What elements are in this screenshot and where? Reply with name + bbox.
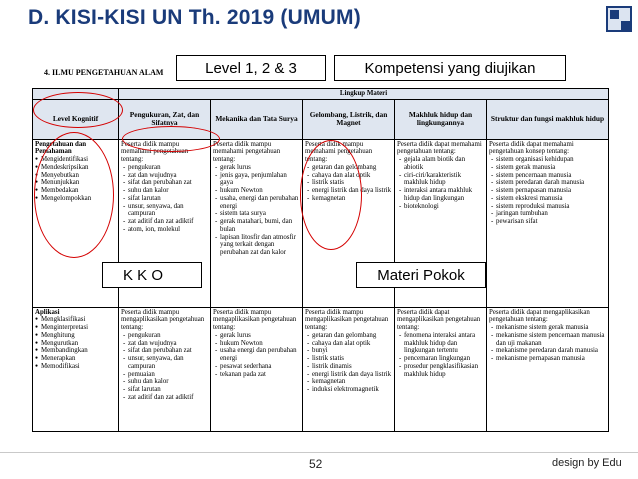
list-item: - jenis gaya, penjumlahan gaya [213,172,300,187]
list-item: - mekanisme peredaran darah manusia [489,347,606,355]
annotation-kko: K K O [102,262,202,288]
cell-intro: Peserta didik dapat memahami pengetahuan konsep tentang: [489,140,574,156]
list-item: - suhu dan kalor [121,187,208,195]
cell-intro: Peserta didik mampu mengaplikasikan pengetahuan tentang: [213,308,297,332]
list-item: - gerak lurus [213,164,300,172]
list-item: - interaksi antara makhluk hidup dan lingkungan [397,187,484,202]
list-item: - usaha, energi dan perubahan energi [213,195,300,210]
cell-intro: Peserta didik mampu mengaplikasikan pengetahuan tentang: [121,308,205,332]
list-item: ● Membedakan [35,187,116,195]
list-item: - getaran dan gelombang [305,332,392,340]
list-item: - listrik statis [305,179,392,187]
verb-list [35,316,116,370]
list-item: - zat dan wujudnya [121,340,208,348]
list-item: - gerak lurus [213,332,300,340]
topic-list [213,332,300,378]
topic-list [213,164,300,257]
list-item: - sifat dan perubahan zat [121,179,208,187]
list-item: - listrik statis [305,355,392,363]
list-item: - fenomena interaksi antara makhluk hidup dan lingkungan tertentu [397,332,484,355]
list-item: - bioteknologi [397,203,484,211]
content-cell [487,139,609,307]
header-pengukuran: Pengukuran, Zat, dan Sifatnya [119,99,211,139]
list-item: - sistem ekskresi manusia [489,195,606,203]
list-item: ● Memodifikasi [35,363,116,371]
list-item: - bunyi [305,347,392,355]
content-cell [395,307,487,431]
cell-intro: Peserta didik mampu memahami pengetahuan tentang: [121,140,189,164]
list-item: - unsur, senyawa, dan campuran [121,355,208,370]
level-title: Pengetahuan dan Pemahaman [35,140,87,156]
list-item: - mekanisme sistem pencernaan manusia dan uji makanan [489,332,606,347]
topic-list [397,156,484,210]
list-item: ● Membandingkan [35,347,116,355]
content-cell [487,307,609,431]
cell-intro: Peserta didik mampu memahami pengetahuan tentang: [213,140,281,164]
list-item: ● Mengklasifikasi [35,316,116,324]
content-cell [119,307,211,431]
list-item: - kemagnetan [305,195,392,203]
list-item: - sistem tata surya [213,210,300,218]
list-item: - sistem reproduksi manusia [489,203,606,211]
highlight-level-header-oval [33,92,123,128]
list-item: - listrik dinamis [305,363,392,371]
list-item: - sistem pernapasan manusia [489,187,606,195]
topic-list [489,324,606,363]
footer-credit: design by Edu [552,457,622,469]
list-item: - sistem organisasi kehidupan [489,156,606,164]
list-item: - zat dan wujudnya [121,172,208,180]
list-item: - sistem gerak manusia [489,164,606,172]
topic-list [305,332,392,394]
list-item: - pengukuran [121,164,208,172]
list-item: ● Menunjukkan [35,179,116,187]
cell-intro: Peserta didik dapat memahami pengetahuan tentang: [397,140,482,156]
list-item: - lapisan litosfir dan atmosfir yang terkait dengan perubahan zat dan kalor [213,234,300,257]
list-item: - ciri-ciri/karakteristik makhluk hidup [397,172,484,187]
list-item: ● Mengidentifikasi [35,156,116,164]
section-label: 4. ILMU PENGETAHUAN ALAM [44,68,164,77]
content-cell [211,139,303,307]
cell-intro: Peserta didik dapat mengaplikasikan pengetahuan tentang: [397,308,481,332]
topic-list [121,332,208,402]
list-item: - gejala alam biotik dan abiotik [397,156,484,171]
highlight-materi-oval [300,140,362,250]
list-item: - pengukuran [121,332,208,340]
list-item: - energi listrik dan daya listrik [305,371,392,379]
list-item: - sistem peredaran darah manusia [489,179,606,187]
table-row-aplikasi [33,307,609,431]
content-cell [303,307,395,431]
list-item: - jaringan tumbuhan [489,210,606,218]
kisi-kisi-table [32,88,609,432]
annotation-kompetensi: Kompetensi yang diujikan [334,55,566,81]
level-cell-aplikasi [33,307,119,431]
list-item: - pewarisan sifat [489,218,606,226]
list-item: ● Mengurutkan [35,340,116,348]
cell-intro: Peserta didik mampu memahami pengetahuan tentang: [305,140,373,164]
annotation-materi: Materi Pokok [356,262,486,288]
list-item: - pemuaian [121,371,208,379]
header-struktur-fungsi: Struktur dan fungsi makhluk hidup [487,99,609,139]
list-item: - sifat larutan [121,386,208,394]
header-level-kognitif: Level Kognitif [33,99,119,139]
list-item: - usaha energi dan perubahan energi [213,347,300,362]
list-item: - cahaya dan alat optik [305,340,392,348]
lingkup-materi-header: Lingkup Materi [119,89,609,100]
list-item: - zat aditif dan zat adiktif [121,394,208,402]
list-item: ● Menyebutkan [35,172,116,180]
list-item: - pencemaran lingkungan [397,355,484,363]
list-item: - mekanisme pernapasan manusia [489,355,606,363]
page-number: 52 [309,457,323,471]
list-item: - unsur, senyawa, dan campuran [121,203,208,218]
list-item: - gerak matahari, bumi, dan bulan [213,218,300,233]
list-item: - sifat larutan [121,195,208,203]
list-item: - kemagnetan [305,378,392,386]
highlight-kompetensi-oval [122,126,220,152]
list-item: - mekanisme sistem gerak manusia [489,324,606,332]
list-item: ● Mengelompokkan [35,195,116,203]
topic-list [121,164,208,234]
list-item: - prosedur pengklasifikasian makhluk hidup [397,363,484,378]
list-item: ● Menghitung [35,332,116,340]
list-item: - hukum Newton [213,187,300,195]
list-item: - induksi elektromagnetik [305,386,392,394]
highlight-kko-oval [34,132,114,258]
cell-intro: Peserta didik mampu mengaplikasikan pengetahuan tentang: [305,308,389,332]
list-item: - getaran dan gelombang [305,164,392,172]
list-item: - suhu dan kalor [121,378,208,386]
header-makhluk-hidup: Makhluk hidup dan lingkungannya [395,99,487,139]
list-item: - hukum Newton [213,340,300,348]
topic-list [489,156,606,226]
header-gelombang: Gelombang, Listrik, dan Magnet [303,99,395,139]
level-title: Aplikasi [35,308,60,316]
list-item: - sifat dan perubahan zat [121,347,208,355]
slide-title: D. KISI-KISI UN Th. 2019 (UMUM) [28,6,361,29]
list-item: ● Mendeskripsikan [35,164,116,172]
list-item: - zat aditif dan zat adiktif [121,218,208,226]
cell-intro: Peserta didik dapat mengaplikasikan pengetahuan tentang: [489,308,590,324]
list-item: - sistem pencernaan manusia [489,172,606,180]
header-mekanika: Mekanika dan Tata Surya [211,99,303,139]
list-item: - tekanan pada zat [213,371,300,379]
list-item: - energi listrik dan daya listrik [305,187,392,195]
topic-list [397,332,484,378]
list-item: - atom, ion, molekul [121,226,208,234]
annotation-level: Level 1, 2 & 3 [176,55,326,81]
list-item: - pesawat sederhana [213,363,300,371]
list-item: ● Menginterpretasi [35,324,116,332]
corner-logo-icon [606,6,632,32]
list-item: ● Menerapkan [35,355,116,363]
list-item: - cahaya dan alat optik [305,172,392,180]
content-cell [211,307,303,431]
